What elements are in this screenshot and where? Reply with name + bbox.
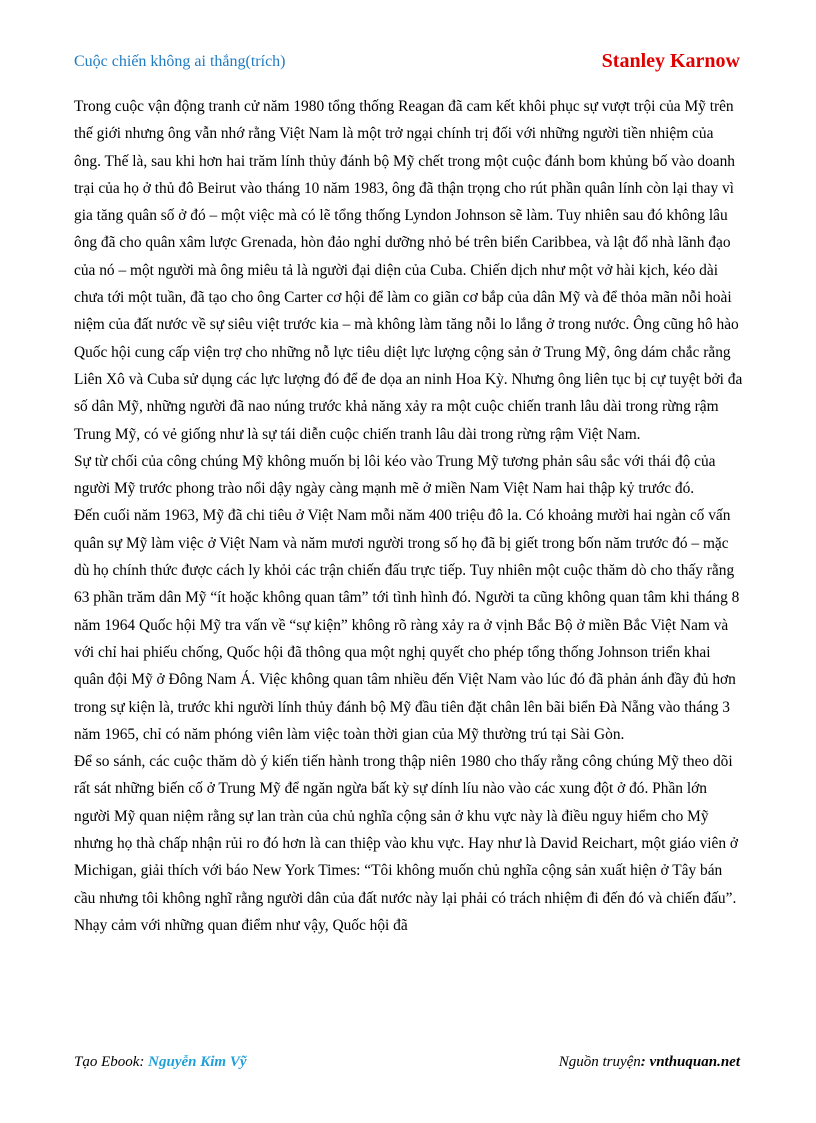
source-credit — [559, 1054, 740, 1071]
ebook-credit — [74, 1054, 247, 1071]
ebook-label: Tạo Ebook — [74, 1054, 140, 1070]
source-site: vnthuquan.net — [649, 1054, 740, 1070]
ebook-author: Nguyễn Kim Vỹ — [148, 1054, 247, 1070]
book-title: Cuộc chiến không ai thắng(trích) — [74, 53, 286, 70]
page-header — [74, 50, 740, 76]
body-text — [74, 93, 744, 939]
author-name: Stanley Karnow — [601, 50, 740, 72]
paragraph: Sự từ chối của công chúng Mỹ không muốn bị lôi kéo vào Trung Mỹ tương phản sâu sắc với thái độ của người Mỹ trước phong trào nổi dậy ngày càng mạnh mẽ ở miền Nam Việt Nam hai thập kỷ trước đó. — [74, 452, 716, 498]
source-label: Nguồn truyện — [558, 1054, 641, 1070]
paragraph: Trong cuộc vận động tranh cử năm 1980 tổng thống Reagan đã cam kết khôi phục sự vượt trội của Mỹ trên thế giới nhưng ông vẫn nhớ rằng Việt Nam là một trở ngại chính trị đối với những người tiền nhiệm của ông. Thế là, sau khi hơn hai trăm lính thủy đánh bộ Mỹ chết trong một cuộc đánh bom khủng bố vào doanh trại của họ ở thủ đô Beirut vào tháng 10 năm 1983, ông đã thận trọng cho rút phần quân lính còn lại thay vì gia tăng quân số ở đó – một việc mà có lẽ tổng thống Lyndon Johnson sẽ làm. Tuy nhiên sau đó không lâu ông đã cho quân xâm lược Grenada, hòn đảo nghỉ dưỡng nhỏ bé trên biển Caribbea, và lật đổ nhà lãnh đạo của nó – một người mà ông miêu tả là người đại diện của Cuba. Chiến dịch như một vở hài kịch, kéo dài chưa tới một tuần, đã tạo cho ông Carter cơ hội để làm co giãn cơ bắp của dân Mỹ và để thỏa mãn nỗi hoài niệm của đất nước về sự siêu việt trước kia – mà không làm tăng nỗi lo lắng ở trong nước. Ông cũng hô hào Quốc hội cung cấp viện trợ cho những nỗ lực tiêu diệt lực lượng cộng sản ở Trung Mỹ, ông dám chắc rằng Liên Xô và Cuba sử dụng các lực lượng đó để đe dọa an ninh Hoa Kỳ. Nhưng ông liên tục bị cự tuyệt bởi đa số dân Mỹ, những người đã nao núng trước khả năng xảy ra một cuộc chiến tranh lâu dài trong rừng rậm Trung Mỹ, có vẻ giống như là sự tái diễn cuộc chiến tranh lâu dài trong rừng rậm Việt Nam. — [74, 98, 743, 443]
paragraph: Để so sánh, các cuộc thăm dò ý kiến tiến hành trong thập niên 1980 cho thấy rằng công chúng Mỹ theo dõi rất sát những biến cố ở Trung Mỹ để ngăn ngừa bất kỳ sự dính líu nào vào các xung đột ở đó. Phần lớn người Mỹ quan niệm rằng sự lan tràn của chủ nghĩa cộng sản ở khu vực này là điều nguy hiểm cho Mỹ nhưng họ thà chấp nhận rủi ro đó hơn là can thiệp vào khu vực. Hay như là David Reichart, một giáo viên ở Michigan, giải thích với báo New York Times: “Tôi không muốn chủ nghĩa cộng sản xuất hiện ở Tây bán cầu nhưng tôi không nghĩ rằng người dân của đất nước này lại phải có trách nhiệm đi đến đó và chiến đấu”. Nhạy cảm với những quan điểm như vậy, Quốc hội đã — [74, 753, 739, 934]
source-separator: : — [640, 1054, 650, 1070]
paragraph: Đến cuối năm 1963, Mỹ đã chi tiêu ở Việt Nam mỗi năm 400 triệu đô la. Có khoảng mười hai ngàn cố vấn quân sự Mỹ làm việc ở Việt Nam và năm mươi người trong số họ đã bị giết trong bốn năm trước đó – mặc dù họ chính thức được cách ly khỏi các trận chiến đấu trực tiếp. Tuy nhiên một cuộc thăm dò cho thấy rằng 63 phần trăm dân Mỹ “ít hoặc không quan tâm” tới tình hình đó. Người ta cũng không quan tâm khi tháng 8 năm 1964 Quốc hội Mỹ tra vấn về “sự kiện” không rõ ràng xảy ra ở vịnh Bắc Bộ ở miền Bắc Việt Nam và với chỉ hai phiếu chống, Quốc hội đã thông qua một nghị quyết cho phép tổng thống Johnson triển khai quân đội Mỹ ở Đông Nam Á. Việc không quan tâm nhiều đến Việt Nam vào lúc đó đã phản ánh đầy đủ hơn trong sự kiện là, trước khi người lính thủy đánh bộ Mỹ đầu tiên đặt chân lên bãi biển Đà Nẵng vào tháng 3 năm 1965, chỉ có năm phóng viên làm việc toàn thời gian của Mỹ thường trú tại Sài Gòn. — [74, 507, 740, 743]
ebook-separator: : — [139, 1054, 149, 1070]
page-footer — [74, 1054, 740, 1076]
